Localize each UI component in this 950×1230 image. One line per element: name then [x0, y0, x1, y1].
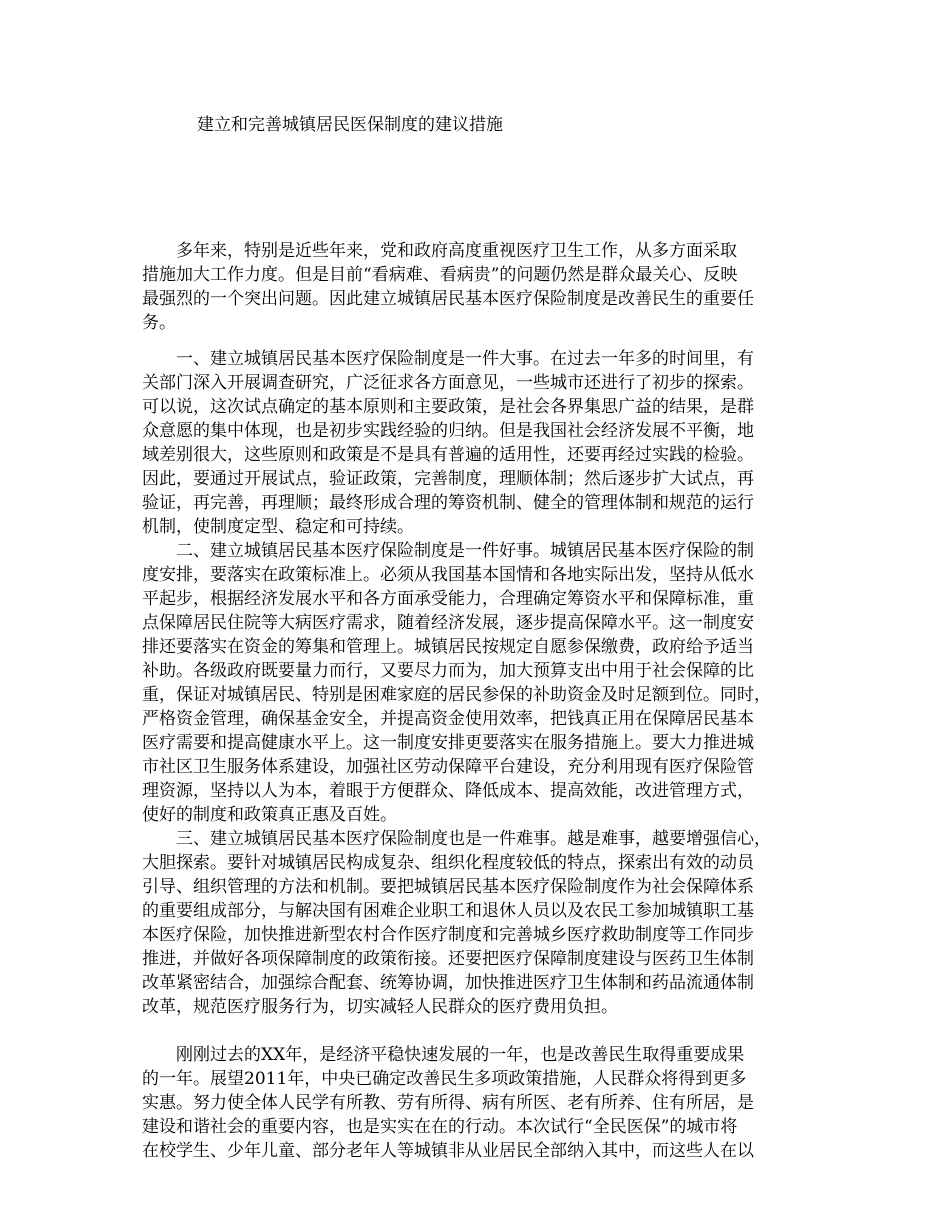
text-line: 排还要落实在资金的筹集和管理上。城镇居民按规定自愿参保缴费，政府给予适当 — [142, 637, 754, 657]
text-line: 三、建立城镇居民基本医疗保险制度也是一件难事。越是难事，越要增强信心， — [142, 829, 771, 849]
text-line: 务。 — [142, 313, 176, 333]
text-line: 度安排，要落实在政策标准上。必须从我国基本国情和各地实际出发，坚持从低水 — [142, 565, 754, 585]
paragraph-section-two — [142, 539, 822, 827]
text-line: 大胆探索。要针对城镇居民构成复杂、组织化程度较低的特点，探索出有效的动员 — [142, 853, 754, 873]
text-line: 的一年。展望2011年，中央已确定改善民生多项政策措施，人民群众将得到更多 — [142, 1069, 747, 1089]
text-line: 可以说，这次试点确定的基本原则和主要政策，是社会各界集思广益的结果，是群 — [142, 397, 754, 417]
text-line: 点保障居民住院等大病医疗需求，随着经济发展，逐步提高保障水平。这一制度安 — [142, 613, 754, 633]
text-line: 验证，再完善，再理顺；最终形成合理的筹资机制、健全的管理体制和规范的运行 — [142, 493, 754, 513]
text-line: 因此，要通过开展试点，验证政策，完善制度，理顺体制；然后逐步扩大试点，再 — [142, 469, 754, 489]
text-line: 措施加大工作力度。但是目前“看病难、看病贵”的问题仍然是群众最关心、反映 — [142, 265, 738, 285]
text-line: 实惠。努力使全体人民学有所教、劳有所得、病有所医、老有所养、住有所居，是 — [142, 1093, 754, 1113]
text-line: 改革，规范医疗服务行为，切实减轻人民群众的医疗费用负担。 — [142, 997, 618, 1017]
paragraph-intro — [142, 239, 822, 335]
text-line: 严格资金管理，确保基金安全，并提高资金使用效率，把钱真正用在保障居民基本 — [142, 709, 754, 729]
text-line: 机制，使制度定型、稳定和可持续。 — [142, 517, 414, 537]
text-line: 改革紧密结合，加强综合配套、统筹协调，加快推进医疗卫生体制和药品流通体制 — [142, 973, 754, 993]
text-line: 多年来，特别是近些年来，党和政府高度重视医疗卫生工作，从多方面采取 — [142, 241, 737, 261]
text-line: 推进，并做好各项保障制度的政策衔接。还要把医疗保障制度建设与医药卫生体制 — [142, 949, 754, 969]
text-line: 的重要组成部分，与解决国有困难企业职工和退休人员以及农民工参加城镇职工基 — [142, 901, 754, 921]
text-line: 一、建立城镇居民基本医疗保险制度是一件大事。在过去一年多的时间里，有 — [142, 349, 754, 369]
text-line: 医疗需要和提高健康水平上。这一制度安排更要落实在服务措施上。要大力推进城 — [142, 733, 754, 753]
text-line: 在校学生、少年儿童、部分老年人等城镇非从业居民全部纳入其中，而这些人在以 — [142, 1141, 754, 1161]
text-line: 重，保证对城镇居民、特别是困难家庭的居民参保的补助资金及时足额到位。同时， — [142, 685, 771, 705]
text-line: 引导、组织管理的方法和机制。要把城镇居民基本医疗保险制度作为社会保障体系 — [142, 877, 754, 897]
text-line: 本医疗保险，加快推进新型农村合作医疗制度和完善城乡医疗救助制度等工作同步 — [142, 925, 754, 945]
document-title: 建立和完善城镇居民医保制度的建议措施 — [197, 115, 503, 135]
text-line: 市社区卫生服务体系建设，加强社区劳动保障平台建设，充分利用现有医疗保险管 — [142, 757, 754, 777]
text-line: 平起步，根据经济发展水平和各方面承受能力，合理确定筹资水平和保障标准，重 — [142, 589, 754, 609]
text-line: 补助。各级政府既要量力而行，又要尽力而为，加大预算支出中用于社会保障的比 — [142, 661, 754, 681]
text-line: 众意愿的集中体现，也是初步实践经验的归纳。但是我国社会经济发展不平衡，地 — [142, 421, 754, 441]
text-line: 建设和谐社会的重要内容，也是实实在在的行动。本次试行“全民医保”的城市将 — [142, 1117, 738, 1137]
text-line: 域差别很大，这些原则和政策是不是具有普遍的适用性，还要再经过实践的检验。 — [142, 445, 754, 465]
text-line: 刚刚过去的XX年，是经济平稳快速发展的一年，也是改善民生取得重要成果 — [142, 1045, 745, 1065]
paragraph-section-three — [142, 827, 822, 1019]
text-line: 关部门深入开展调查研究，广泛征求各方面意见，一些城市还进行了初步的探索。 — [142, 373, 754, 393]
paragraph-section-one — [142, 347, 822, 539]
text-line: 理资源，坚持以人为本，着眼于方便群众、降低成本、提高效能，改进管理方式， — [142, 781, 754, 801]
text-line: 二、建立城镇居民基本医疗保险制度是一件好事。城镇居民基本医疗保险的制 — [142, 541, 754, 561]
text-line: 最强烈的一个突出问题。因此建立城镇居民基本医疗保险制度是改善民生的重要任 — [142, 289, 754, 309]
paragraph-outlook — [142, 1043, 822, 1163]
text-line: 使好的制度和政策真正惠及百姓。 — [142, 805, 397, 825]
